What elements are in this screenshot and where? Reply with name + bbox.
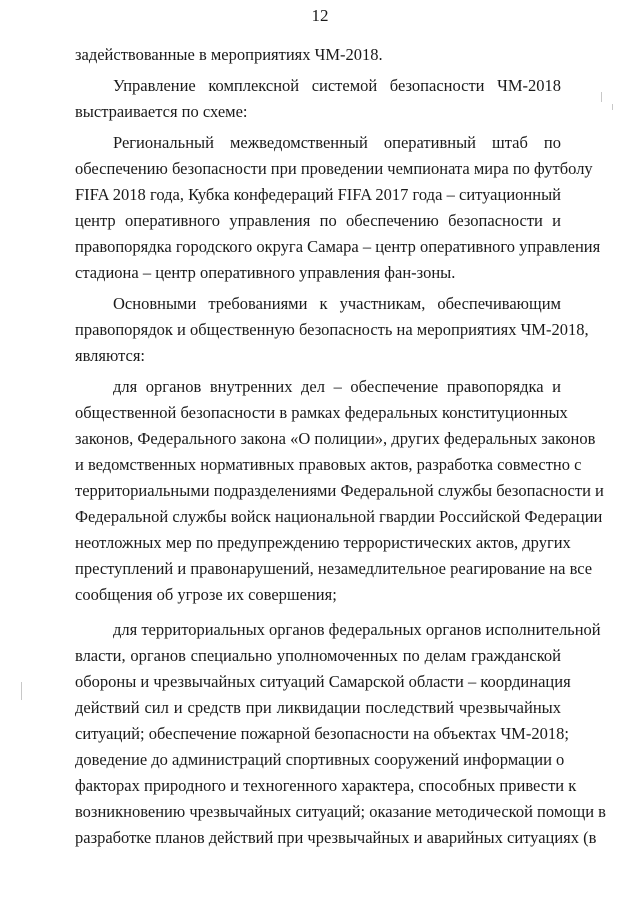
text-line: сообщения об угрозе их совершения; [75, 585, 337, 604]
text-line: разработке планов действий при чрезвычайных и аварийных ситуациях (в [75, 828, 597, 847]
text-line: власти, органов специально уполномоченных по делам гражданской [75, 646, 561, 665]
scan-margin-mark [21, 682, 22, 700]
text-line: задействованные в мероприятиях ЧМ-2018. [75, 45, 383, 64]
paragraph [75, 130, 601, 286]
text-line: неотложных мер по предупреждению террористических актов, других [75, 533, 571, 552]
text-line: факторах природного и техногенного характера, способных привести к [75, 776, 577, 795]
text-line: обороны и чрезвычайных ситуаций Самарской области – координация [75, 672, 571, 691]
text-line: возникновению чрезвычайных ситуаций; оказание методической помощи в [75, 802, 606, 821]
text-line: Федеральной службы войск национальной гвардии Российской Федерации [75, 507, 603, 526]
text-line: действий сил и средств при ликвидации последствий чрезвычайных [75, 698, 561, 717]
text-line: стадиона – центр оперативного управления фан-зоны. [75, 263, 456, 282]
text-line: Региональный межведомственный оперативный штаб по [113, 133, 561, 152]
text-line: Управление комплексной системой безопасности ЧМ-2018 [113, 76, 561, 95]
text-line: FIFA 2018 года, Кубка конфедераций FIFA 2017 года – ситуационный [75, 185, 561, 204]
paragraph [75, 73, 561, 125]
text-line: правопорядок и общественную безопасность на мероприятиях ЧМ-2018, [75, 320, 589, 339]
text-line: общественной безопасности в рамках федеральных конституционных [75, 403, 568, 422]
text-line: Основными требованиями к участникам, обеспечивающим [113, 294, 561, 313]
text-line: обеспечению безопасности при проведении чемпионата мира по футболу [75, 159, 593, 178]
text-line: правопорядка городского округа Самара – центр оперативного управления [75, 237, 601, 256]
text-line: территориальными подразделениями Федеральной службы безопасности и [75, 481, 604, 500]
paragraph [75, 291, 589, 369]
paragraph [75, 42, 561, 68]
text-line: выстраивается по схеме: [75, 102, 248, 121]
text-line: для территориальных органов федеральных органов исполнительной [113, 620, 601, 639]
text-line: ситуаций; обеспечение пожарной безопасности на объектах ЧМ-2018; [75, 724, 569, 743]
document-body [75, 42, 606, 851]
text-line: преступлений и правонарушений, незамедлительное реагирование на все [75, 559, 593, 578]
text-line: центр оперативного управления по обеспечению безопасности и [75, 211, 561, 230]
paragraph [75, 617, 606, 851]
text-line: и ведомственных нормативных правовых актов, разработка совместно с [75, 455, 582, 474]
text-line: для органов внутренних дел – обеспечение правопорядка и [113, 377, 561, 396]
scan-margin-mark [601, 92, 602, 102]
paragraph [75, 374, 604, 608]
scan-margin-mark [612, 104, 613, 110]
text-line: доведение до администраций спортивных сооружений информации о [75, 750, 565, 769]
text-line: законов, Федерального закона «О полиции», других федеральных законов [75, 429, 596, 448]
text-line: являются: [75, 346, 146, 365]
page-number: 12 [311, 6, 329, 25]
